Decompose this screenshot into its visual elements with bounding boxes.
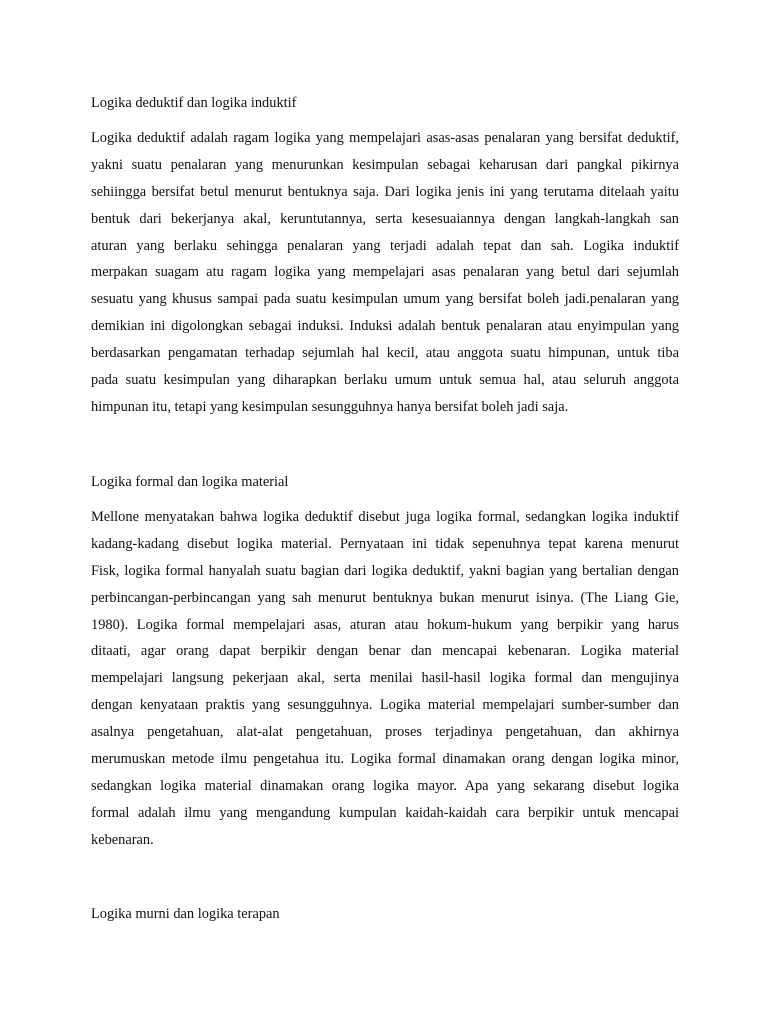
paragraph-line: demikian ini digolongkan sebagai induksi. Induksi adalah bentuk penalaran atau enyimpulan yang — [91, 318, 679, 335]
paragraph-line: yakni suatu penalaran yang menurunkan kesimpulan sebagai keharusan dari pangkal pikirnya — [91, 156, 679, 173]
paragraph-line: berdasarkan pengamatan terhadap sejumlah hal kecil, atau anggota suatu himpunan, untuk tiba — [91, 345, 679, 362]
paragraph-line: pada suatu kesimpulan yang diharapkan berlaku umum untuk semua hal, atau seluruh anggota — [91, 372, 679, 389]
paragraph-line: dengan kenyataan praktis yang sesungguhnya. Logika material mempelajari sumber-sumber dan — [91, 697, 679, 714]
paragraph-line: kebenaran. — [91, 831, 154, 848]
paragraph-line: sesuatu yang khusus sampai pada suatu kesimpulan umum yang bersifat boleh jadi.penalaran yang — [91, 291, 679, 308]
paragraph-line: aturan yang berlaku sehingga penalaran yang terjadi adalah tepat dan sah. Logika induktif — [91, 237, 679, 254]
paragraph-line: bentuk dari bekerjanya akal, keruntutannya, serta kesesuaiannya dengan langkah-langkah san — [91, 210, 679, 227]
paragraph-line: merumuskan metode ilmu pengetahua itu. Logika formal dinamakan orang dengan logika minor, — [91, 751, 679, 768]
paragraph-line: Mellone menyatakan bahwa logika deduktif disebut juga logika formal, sedangkan logika induktif — [91, 509, 679, 525]
section-heading: Logika deduktif dan logika induktif — [91, 95, 297, 111]
paragraph-line: mempelajari langsung pekerjaan akal, serta menilai hasil-hasil logika formal dan mengujinya — [91, 670, 679, 687]
paragraph-line: 1980). Logika formal mempelajari asas, aturan atau hokum-hukum yang berpikir yang harus — [91, 616, 679, 633]
paragraph-line: kadang-kadang disebut logika material. Pernyataan ini tidak sepenuhnya tepat karena menurut — [91, 535, 679, 552]
paragraph-line: himpunan itu, tetapi yang kesimpulan sesungguhnya hanya bersifat boleh jadi saja. — [91, 398, 569, 415]
section-heading: Logika murni dan logika terapan — [91, 906, 280, 922]
section-paragraph — [91, 125, 679, 421]
section-paragraph — [91, 504, 679, 854]
paragraph-line: Logika deduktif adalah ragam logika yang mempelajari asas-asas penalaran yang bersifat deduktif, — [91, 130, 679, 146]
paragraph-line: perbincangan-perbincangan yang sah menurut bentuknya bukan menurut isinya. (The Liang Gie, — [91, 589, 679, 606]
paragraph-line: merpakan suagam atu ragam logika yang mempelajari asas penalaran yang betul dari sejumlah — [91, 264, 679, 281]
section-heading: Logika formal dan logika material — [91, 474, 289, 490]
paragraph-line: sedangkan logika material dinamakan orang logika mayor. Apa yang sekarang disebut logika — [91, 777, 679, 794]
paragraph-line: Fisk, logika formal hanyalah suatu bagian dari logika deduktif, yakni bagian yang bertalian dengan — [91, 562, 679, 579]
paragraph-line: asalnya pengetahuan, alat-alat pengetahuan, proses terjadinya pengetahuan, dan akhirnya — [91, 724, 679, 741]
paragraph-line: formal adalah ilmu yang mengandung kumpulan kaidah-kaidah cara berpikir untuk mencapai — [91, 804, 679, 821]
paragraph-line: ditaati, agar orang dapat berpikir dengan benar dan mencapai kebenaran. Logika material — [91, 643, 679, 660]
paragraph-line: sehiingga bersifat betul menurut bentuknya saja. Dari logika jenis ini yang terutama ditelaah yaitu — [91, 183, 679, 200]
